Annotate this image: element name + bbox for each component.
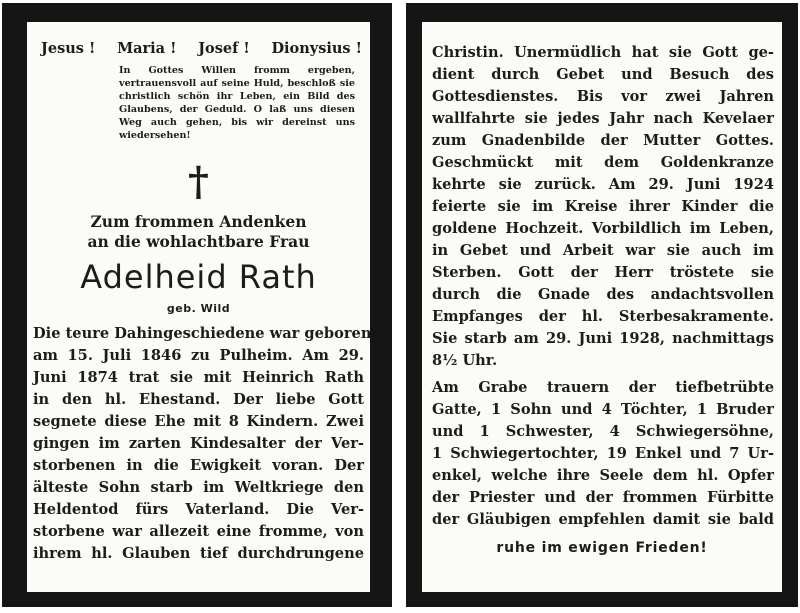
text-line: goldene Hochzeit. Vorbildlich im Leben, xyxy=(432,220,774,237)
text-line: storbenen in die Ewigkeit voran. Der xyxy=(33,457,364,474)
invocation-jesus: Jesus ! xyxy=(41,40,96,57)
text-line: Sterben. Gott der Herr tröstete sie xyxy=(432,264,774,281)
right-card-page xyxy=(422,22,782,592)
text-line: Am Grabe trauern der tiefbetrübte xyxy=(432,379,774,396)
text-line: durch die Gnade des andachtsvollen xyxy=(432,286,774,303)
invocation-josef: Josef ! xyxy=(198,40,250,57)
invocation-line xyxy=(27,40,370,57)
text-line: 8½ Uhr. xyxy=(432,352,498,369)
right-biography-text xyxy=(432,42,774,372)
text-line: Empfanges der hl. Sterbesakramente. xyxy=(432,308,774,325)
memorial-line-1: Zum frommen Andenken xyxy=(90,212,307,231)
memorial-line-2: an die wohlachtbare Frau xyxy=(87,232,310,251)
text-line: wallfahrte sie jedes Jahr nach Kevelaer xyxy=(432,110,774,127)
text-line: am 15. Juli 1846 zu Pulheim. Am 29. xyxy=(33,347,364,364)
text-line: der Gläubigen empfehlen damit sie bald xyxy=(432,511,774,528)
text-line: Christin. Unermüdlich hat sie Gott ge- xyxy=(432,44,774,61)
text-line: ihrem hl. Glauben tief durchdrungene xyxy=(33,545,364,562)
closing-line: ruhe im ewigen Frieden! xyxy=(496,540,708,556)
text-line: Gottesdienstes. Bis vor zwei Jahren xyxy=(432,88,774,105)
text-line: Juni 1874 trat sie mit Heinrich Rath xyxy=(33,369,364,386)
maiden-name: geb. Wild xyxy=(166,302,231,315)
mourners-text xyxy=(432,377,774,531)
deceased-name: Adelheid Rath xyxy=(80,258,317,296)
prayer-verse: In Gottes Willen fromm ergeben, vertrauensvoll auf seine Huld, beschloß sie christlich schön ihr Leben, ein Bild des Glaubens, der Geduld. O laß uns diesen Weg auch gehen, bis wir dereinst uns wiedersehen! xyxy=(119,65,355,141)
text-line: Heldentod fürs Vaterland. Die Ver- xyxy=(33,501,364,518)
text-line: zum Gnadenbilde der Mutter Gottes. xyxy=(432,132,774,149)
text-line: in Gebet und Arbeit war sie auch im xyxy=(432,242,774,259)
invocation-maria: Maria ! xyxy=(117,40,177,57)
cross-icon: † xyxy=(188,158,209,205)
text-line: älteste Sohn starb im Weltkriege den xyxy=(33,479,364,496)
text-line: gingen im zarten Kindesalter der Ver- xyxy=(33,435,364,452)
left-biography-text xyxy=(33,323,372,565)
left-card-page xyxy=(27,22,370,592)
text-line: dient durch Gebet und Besuch des xyxy=(432,66,774,83)
text-line: Sie starb am 29. Juni 1928, nachmittags xyxy=(432,330,774,347)
invocation-dionysius: Dionysius ! xyxy=(271,40,362,57)
text-line: und 1 Schwester, 4 Schwiegersöhne, xyxy=(432,423,774,440)
text-line: in den hl. Ehestand. Der liebe Gott xyxy=(33,391,364,408)
text-line: storbene war allezeit eine fromme, von xyxy=(33,523,364,540)
text-line: segnete diese Ehe mit 8 Kindern. Zwei xyxy=(33,413,364,430)
text-line: Gatte, 1 Sohn und 4 Töchter, 1 Bruder xyxy=(432,401,774,418)
text-line: Die teure Dahingeschiedene war geboren xyxy=(33,325,372,342)
text-line: feierte sie im Kreise ihrer Kinder die xyxy=(432,198,774,215)
text-line: enkel, welche ihre Seele dem hl. Opfer xyxy=(432,467,774,484)
text-line: der Priester und der frommen Fürbitte xyxy=(432,489,774,506)
text-line: 1 Schwiegertochter, 19 Enkel und 7 Ur- xyxy=(432,445,774,462)
text-line: kehrte sie zurück. Am 29. Juni 1924 xyxy=(432,176,774,193)
text-line: Geschmückt mit dem Goldenkranze xyxy=(432,154,774,171)
